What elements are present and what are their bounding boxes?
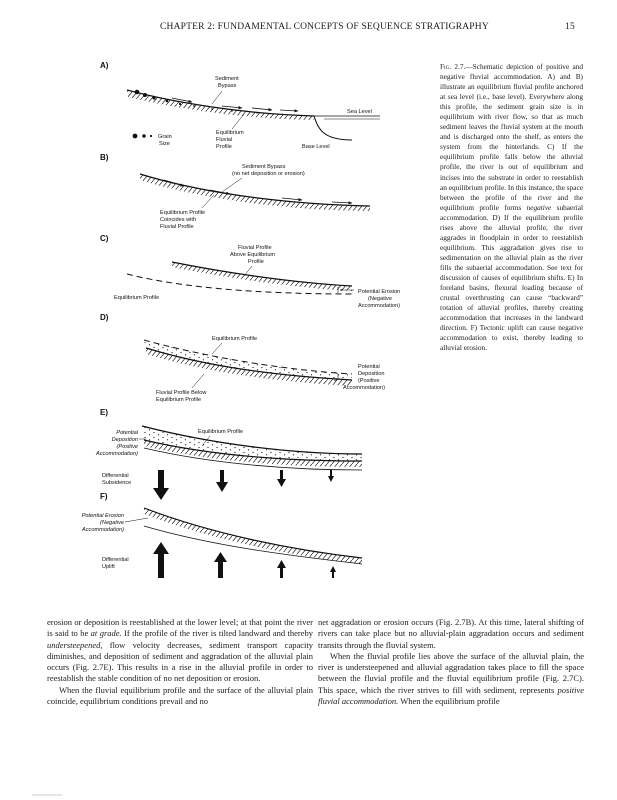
flow-arrow: [280, 110, 298, 111]
emphasis: at grade.: [90, 628, 122, 639]
leader-line: [222, 178, 242, 192]
text-run: When the equilibrium profile: [398, 696, 500, 707]
subsidence-arrow: [328, 470, 334, 482]
grain-size-legend-small: [150, 135, 152, 137]
panel-f-substrate: [144, 508, 362, 564]
text-run: When the fluvial profile lies above the surface of the alluvial plain, the river is understeepened and alluvial aggradation takes place to fill the space between the fluvial profile and the fluvial equilibrium profile (Fig. 2.7C). This space, which the river strives to fill with sediment, represents: [318, 650, 584, 695]
panel-label-d: D): [100, 313, 109, 322]
grain: [179, 103, 181, 105]
label-potential: Potential: [116, 430, 138, 436]
panel-e: [95, 408, 362, 500]
label-profile: Profile: [248, 259, 264, 265]
grain: [135, 90, 140, 95]
leader-line: [202, 195, 214, 208]
panel-a-substrate: [127, 90, 314, 120]
label-accommodation: Accommodation): [343, 385, 385, 391]
label-sea-level: Sea Level: [347, 109, 372, 115]
label-eq-profile: Equilibrium Profile: [114, 295, 160, 301]
emphasis: positive fluvial accommodation.: [318, 684, 584, 707]
label-fluvial-profile: Fluvial Profile: [160, 224, 194, 230]
grain: [143, 93, 147, 97]
label-above-eq: Above Equilibrium: [230, 252, 276, 258]
leader-line: [125, 518, 148, 522]
label-profile: Profile: [216, 144, 232, 150]
label-eq-profile: Equilibrium Profile: [212, 336, 258, 342]
grain: [166, 100, 169, 103]
text-run: erosion or deposition is reestablished at the lower level; at that point the river is said to be: [47, 617, 313, 639]
label-bypass: Bypass: [218, 83, 237, 89]
uplift-arrow: [214, 552, 227, 578]
label-uplift: Uplift: [102, 564, 115, 570]
text-run: If the profile of the river is tilted landward and thereby: [121, 628, 313, 639]
flow-arrow: [282, 198, 302, 200]
subsidence-arrow: [277, 470, 286, 487]
label-equilibrium: Equilibrium: [216, 130, 244, 136]
label-potential: Potential: [358, 364, 380, 370]
flow-arrow: [222, 106, 242, 108]
uplift-arrow: [330, 566, 336, 578]
grain: [256, 112, 257, 113]
leader-line: [192, 374, 204, 388]
caption-emphasis: negative: [526, 202, 552, 212]
panel-label-b: B): [100, 153, 109, 162]
panel-label-a: A): [100, 61, 109, 70]
page-header: [160, 22, 577, 36]
figure-caption: [440, 62, 583, 353]
label-potential-erosion: Potential Erosion: [81, 513, 124, 519]
caption-text-2: subaerial accommodation. D) If the equilibrium profile rises above the alluvial profile, the river aggrades in floodplain in order to reestablish equilibrium. This aggradation gives rise to sedimentation on the alluvial plain as the river fills the subaerial accommodation. See text for discussion of causes of equilibrium shifts. E) In foreland basins, flexural loading because of crustal overthrusting can cause “backward” rotation of alluvial profiles, thereby creating accommodation that increases in the landward direction. F) Tectonic uplift can cause negative accommodation to exist, thereby leading to alluvial erosion.: [440, 202, 583, 353]
label-potential-erosion: Potential Erosion: [358, 289, 401, 295]
label-deposition: Deposition: [111, 437, 138, 443]
paragraph: When the fluvial equilibrium profile and the surface of the alluvial plain coincide, equilibrium conditions prevail and no: [47, 684, 313, 707]
label-differential: Differential: [102, 473, 129, 479]
grain: [211, 108, 213, 110]
label-grain: Grain: [158, 134, 172, 140]
subsidence-arrow: [216, 470, 228, 492]
subsidence-arrow: [153, 470, 169, 500]
page-number: 15: [565, 22, 575, 32]
panel-c-fluvial-profile: [172, 262, 352, 286]
label-base-level: Base Level: [302, 144, 330, 150]
label-subsidence: Subsidence: [102, 480, 132, 486]
panel-label-f: F): [100, 492, 108, 501]
uplift-arrow: [153, 542, 169, 578]
label-size: Size: [159, 141, 170, 147]
caption-fig-label: Fig. 2.7.: [440, 62, 466, 71]
leader-line: [212, 91, 222, 104]
label-coincides: Coincides with: [160, 217, 197, 223]
figure-2-7: [62, 56, 432, 586]
label-fluvial: Fluvial: [216, 137, 233, 143]
flow-arrow: [332, 202, 352, 203]
panel-f-profile: [144, 508, 362, 558]
label-differential: Differential: [102, 557, 129, 563]
paragraph: [318, 651, 584, 707]
panel-e-accommodation-fill: [142, 426, 362, 461]
label-negative: (Negative: [368, 296, 392, 302]
caption-text-1: —Schematic depiction of positive and negative fluvial accommodation. A) and B) illustrate an equilibrium fluvial profile anchored at sea level (i.e., base level). Everywhere along this profile, the sediment grain size is in equilibrium with river flow, so that as much sediment leaves the fluvial system at the mouth and is discharged onto the shelf, as enters the system from the hinterlands. C) If the equilibrium profile falls below the alluvial profile, the river is out of equilibrium and incises into the substrate in order to reestablish an equilibrium profile. In this instance, the space between the profile of the river and the equilibrium profile forms: [440, 62, 583, 212]
running-title: CHAPTER 2: FUNDAMENTAL CONCEPTS OF SEQUENCE STRATIGRAPHY: [160, 22, 489, 32]
label-fluvial-profile: Fluvial Profile: [238, 245, 272, 251]
grain: [282, 114, 283, 115]
label-positive: (Positive: [358, 378, 380, 384]
panel-d: [100, 313, 385, 403]
label-accommodation: Accommodation): [82, 527, 124, 533]
label-sediment-bypass: Sediment Bypass: [242, 164, 286, 170]
leader-line: [212, 343, 222, 354]
label-sediment: Sediment: [215, 76, 239, 82]
leader-line: [232, 114, 244, 129]
label-positive: (Positive: [116, 444, 138, 450]
emphasis: understeepened,: [47, 639, 103, 650]
label-eq-profile: Equilibrium Profile: [198, 429, 244, 435]
label-negative: (Negative: [100, 520, 124, 526]
panel-f: [81, 492, 362, 578]
panel-c: [100, 234, 400, 309]
panel-label-c: C): [100, 234, 109, 243]
scan-artifact: [32, 794, 62, 796]
panel-a: [100, 61, 380, 150]
leader-line: [244, 266, 252, 276]
text-run: flow velocity decreases, sediment transport capacity diminishes, and deposition of sediment and aggradation of the alluvial plain occurs (Fig. 2.7E). This results in a rise in the alluvial profile in order to reestablish the stable condition of no net deposition or erosion.: [47, 639, 313, 684]
body-column-left: [47, 617, 313, 707]
label-accommodation: Accommodation): [96, 451, 138, 457]
panel-label-e: E): [100, 408, 108, 417]
label-deposition: Deposition: [358, 371, 385, 377]
flow-arrow: [252, 108, 272, 110]
paragraph: net aggradation or erosion occurs (Fig. 2.7B). At this time, lateral shifting of rivers can take place but no alluvial-plain aggradation occurs and sediment transits through the fluvial system.: [318, 617, 584, 650]
grain: [193, 105, 195, 107]
grain-size-legend-large: [133, 134, 138, 139]
panel-b-substrate: [140, 174, 370, 211]
paragraph: [47, 617, 313, 685]
label-eq-profile: Equilibrium Profile: [156, 397, 202, 403]
panel-b: [100, 153, 370, 230]
body-column-right: [318, 617, 584, 707]
grain: [152, 96, 155, 99]
uplift-arrow: [277, 560, 286, 578]
grain: [231, 110, 232, 111]
panel-a-shelf-edge: [314, 116, 352, 140]
label-no-net: (no net deposition or erosion): [232, 171, 305, 177]
label-accommodation: Accommodation): [358, 303, 400, 309]
label-eq-profile: Equilibrium Profile: [160, 210, 206, 216]
label-fluvial-below: Fluvial Profile Below: [156, 390, 207, 396]
grain-size-legend-medium: [142, 134, 145, 137]
